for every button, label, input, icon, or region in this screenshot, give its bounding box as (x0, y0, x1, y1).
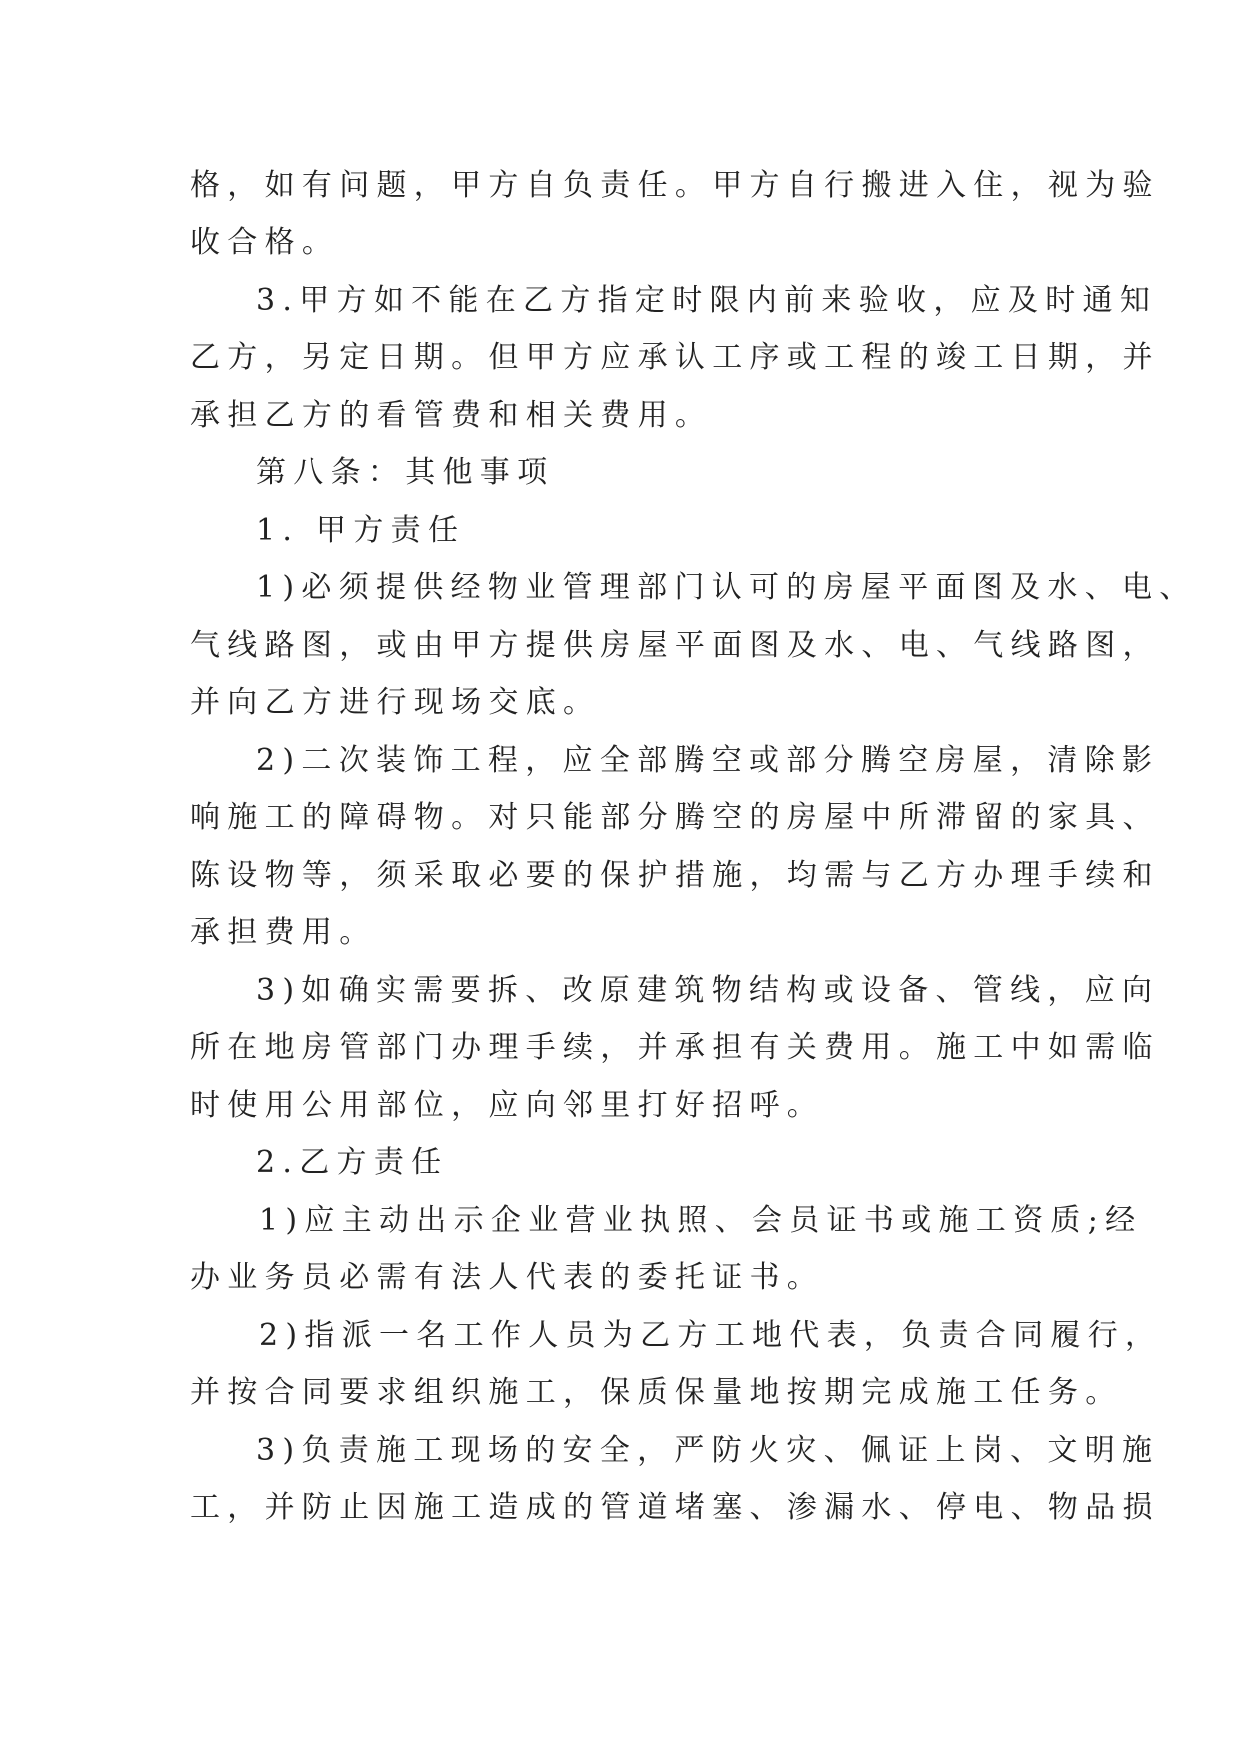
text-line: 1)必须提供经物业管理部门认可的房屋平面图及水、电、 (256, 570, 1197, 605)
text-line: 承担乙方的看管费和相关费用。 (190, 398, 713, 433)
text-line: 2)指派一名工作人员为乙方工地代表，负责合同履行， (259, 1318, 1163, 1353)
text-line: 1)应主动出示企业营业执照、会员证书或施工资质;经 (259, 1203, 1143, 1238)
text-line: 响施工的障碍物。对只能部分腾空的房屋中所滞留的家具、 (190, 800, 1160, 835)
text-line: 3)负责施工现场的安全，严防火灾、佩证上岗、文明施 (256, 1433, 1160, 1468)
text-line: 时使用公用部位，应向邻里打好招呼。 (190, 1088, 825, 1123)
subsection-heading: 2.乙方责任 (256, 1145, 449, 1180)
text-line: 3)如确实需要拆、改原建筑物结构或设备、管线，应向 (256, 973, 1160, 1008)
text-line: 工，并防止因施工造成的管道堵塞、渗漏水、停电、物品损 (190, 1490, 1160, 1525)
text-line: 承担费用。 (190, 915, 377, 950)
subsection-heading: 1. 甲方责任 (256, 513, 466, 548)
text-line: 3.甲方如不能在乙方指定时限内前来验收，应及时通知 (256, 283, 1158, 318)
text-line: 乙方，另定日期。但甲方应承认工序或工程的竣工日期，并 (190, 340, 1160, 375)
text-line: 所在地房管部门办理手续，并承担有关费用。施工中如需临 (190, 1030, 1160, 1065)
text-line: 收合格。 (190, 225, 340, 260)
text-line: 格，如有问题，甲方自负责任。甲方自行搬进入住，视为验 (190, 168, 1160, 203)
text-line: 陈设物等，须采取必要的保护措施，均需与乙方办理手续和 (190, 858, 1160, 893)
text-line: 气线路图，或由甲方提供房屋平面图及水、电、气线路图， (190, 628, 1160, 663)
text-line: 并向乙方进行现场交底。 (190, 685, 601, 720)
text-line: 2)二次装饰工程，应全部腾空或部分腾空房屋，清除影 (256, 743, 1160, 778)
section-heading: 第八条：其他事项 (256, 455, 555, 490)
text-line: 并按合同要求组织施工，保质保量地按期完成施工任务。 (190, 1375, 1123, 1410)
text-line: 办业务员必需有法人代表的委托证书。 (190, 1260, 825, 1295)
